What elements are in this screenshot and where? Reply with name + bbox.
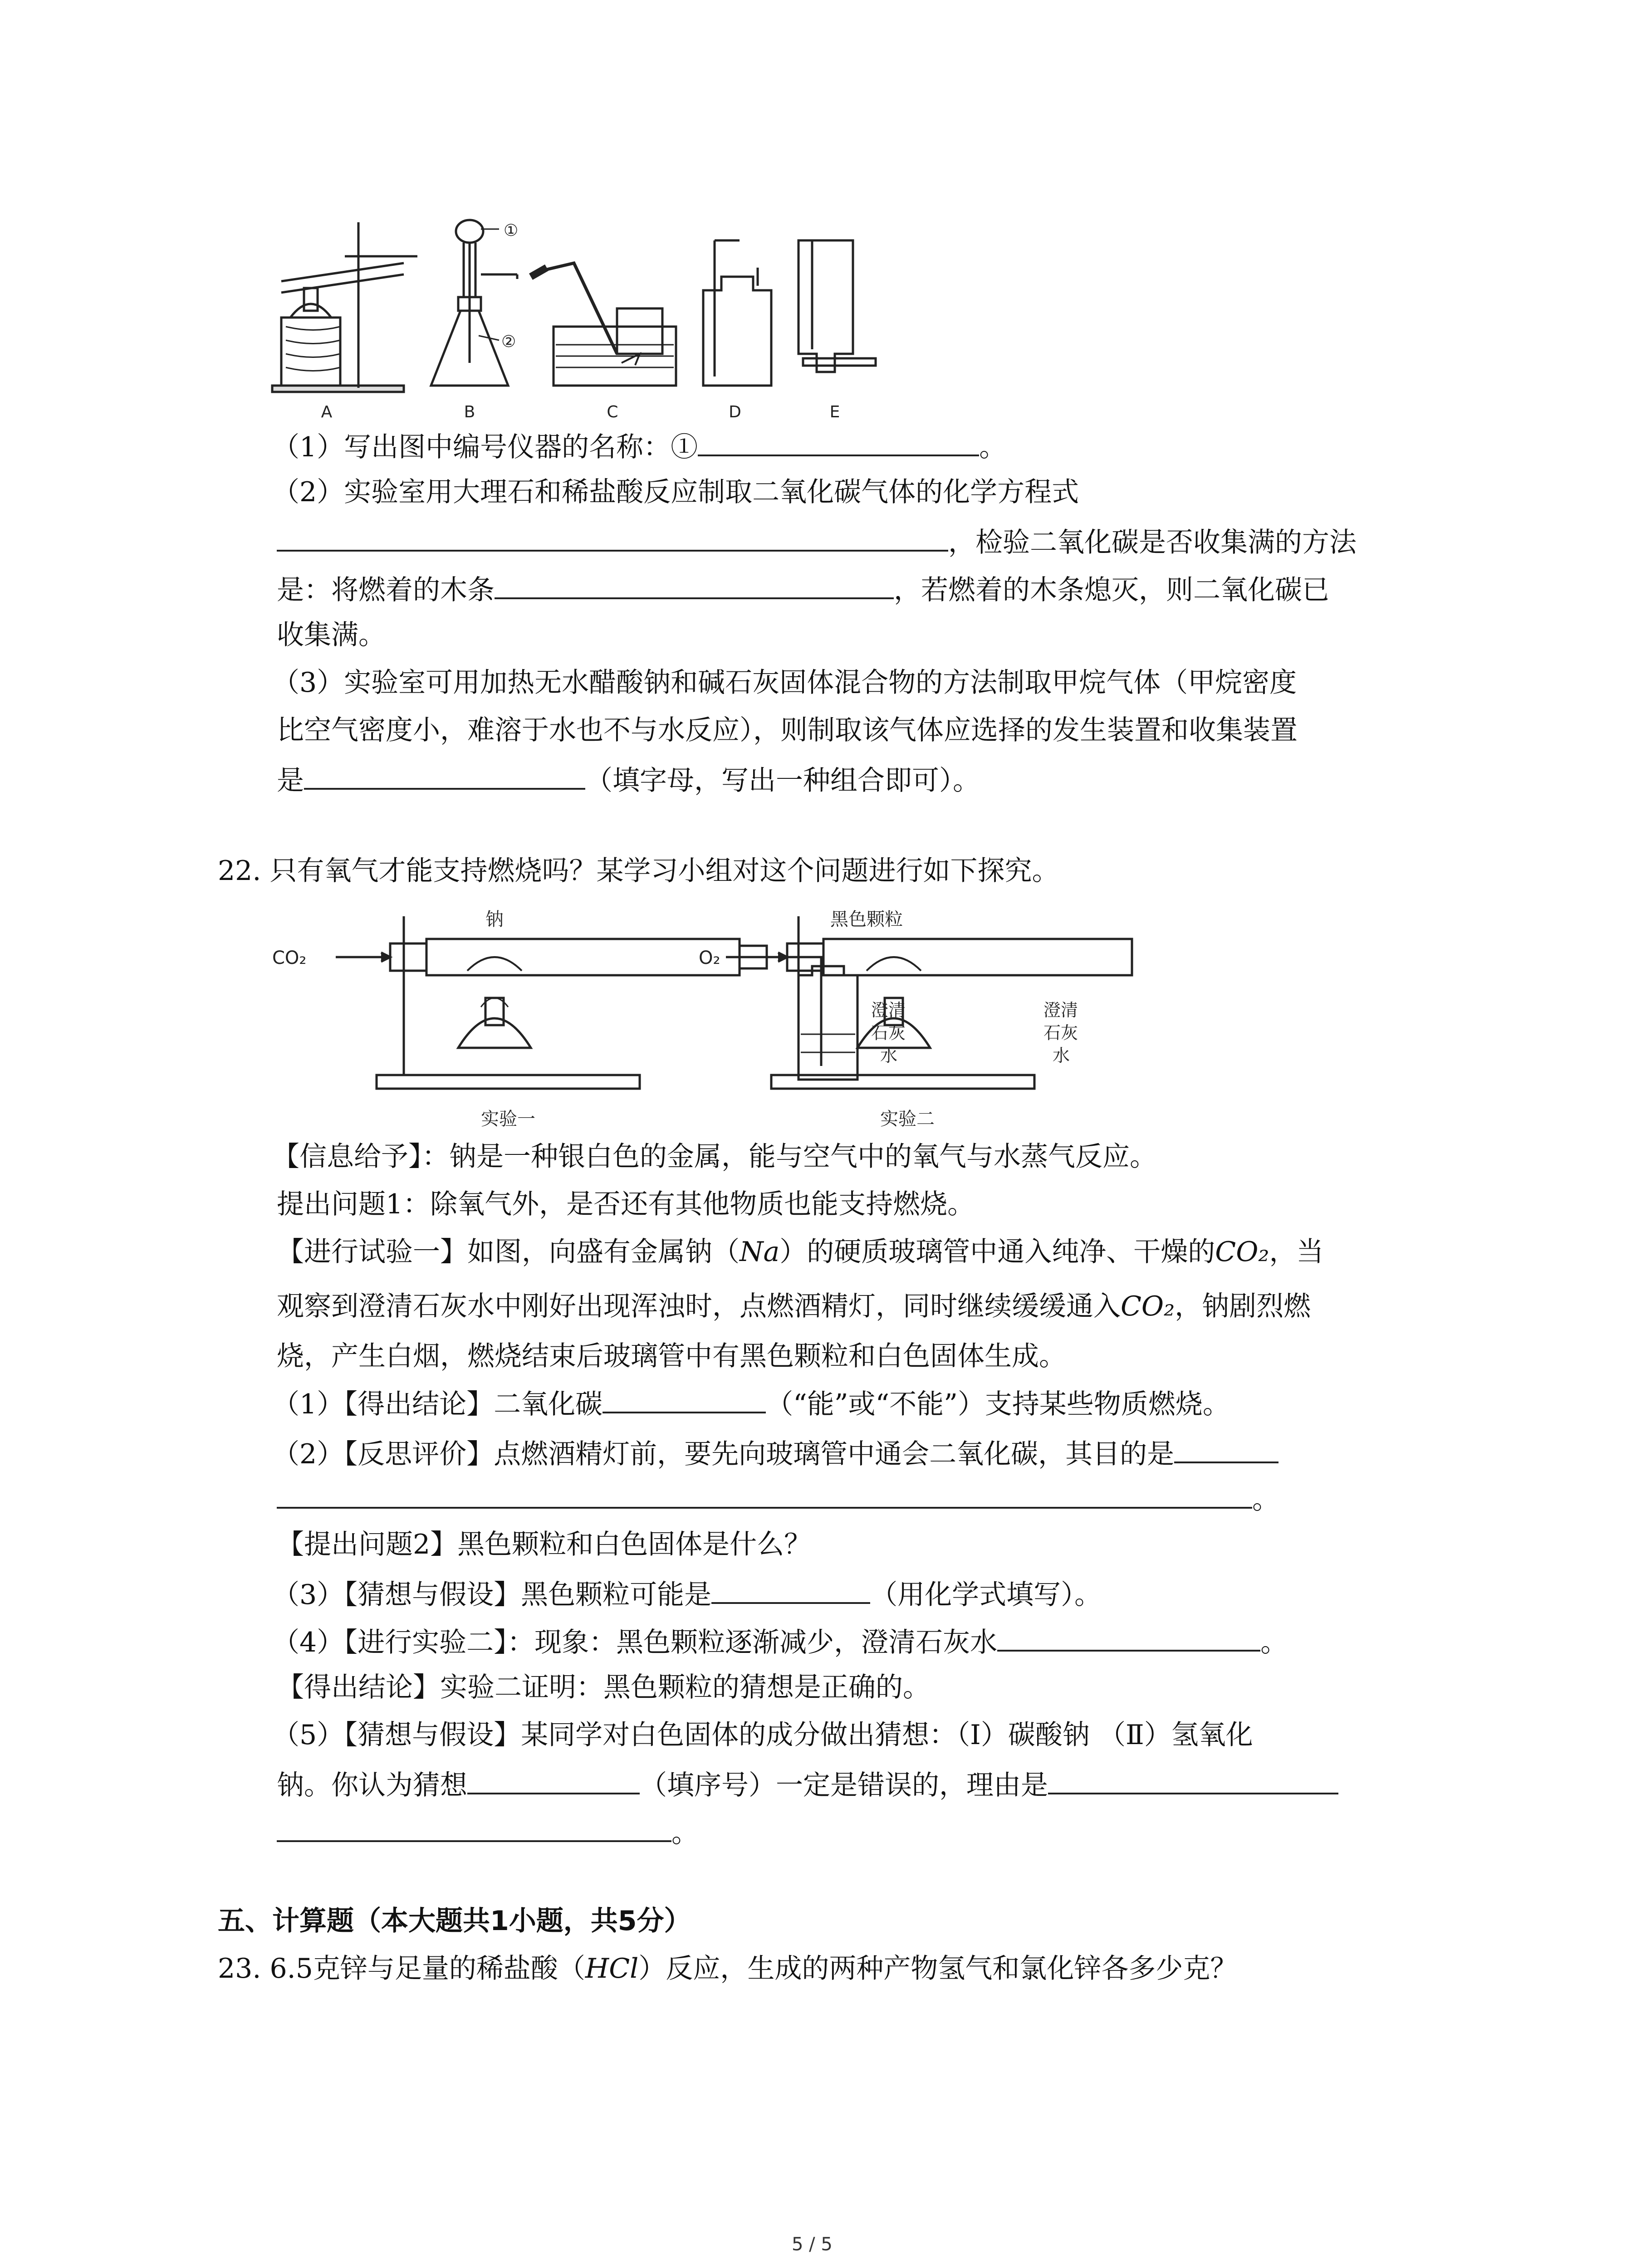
exp2-limewater-2: 石灰 — [1043, 1023, 1078, 1043]
exp1-caption: 实验一 — [481, 1109, 535, 1129]
blank-instrument-1[interactable] — [698, 426, 979, 456]
blank-limewater-change[interactable] — [997, 1622, 1260, 1652]
apparatus-b — [431, 220, 517, 386]
q22-s2-line2: 。 — [277, 1479, 1279, 1518]
blank-reason-a[interactable] — [1048, 1765, 1338, 1794]
label-b: B — [464, 403, 475, 421]
q23: 23. 6.5克锌与足量的稀盐酸（HCl）反应，生成的两种产物氢气和氯化锌各多少克？ — [218, 1953, 1238, 1984]
label-c: C — [607, 403, 618, 421]
blank-purpose-a[interactable] — [1174, 1433, 1279, 1463]
q21-p1: （1）写出图中编号仪器的名称：① 。 — [272, 426, 1006, 465]
label-a: A — [321, 403, 333, 421]
q22-exp1-line3: 烧，产生白烟，燃烧结束后玻璃管中有黑色颗粒和白色固体生成。 — [277, 1340, 1066, 1372]
q21-p2-line3: 是：将燃着的木条 ，若燃着的木条熄灭，则二氧化碳已 — [277, 569, 1329, 608]
apparatus-d — [703, 240, 771, 386]
q22-info: 【信息给予】：钠是一种银白色的金属，能与空气中的氧气与水蒸气反应。 — [272, 1141, 1157, 1173]
exp2-limewater-3: 水 — [1053, 1046, 1070, 1066]
q22-exp1-line1: 【进行试验一】如图，向盛有金属钠（Na）的硬质玻璃管中通入纯净、干燥的CO₂，当 — [277, 1236, 1324, 1268]
q21-p2-line4: 收集满。 — [277, 619, 386, 651]
q21-p3-line2: 比空气密度小，难溶于水也不与水反应），则制取该气体应选择的发生装置和收集装置 — [277, 714, 1298, 746]
apparatus-c — [531, 263, 676, 386]
blank-reason-b[interactable] — [277, 1812, 671, 1842]
exp1-gas-label: CO₂ — [272, 948, 307, 968]
exp1-limewater-1: 澄清 — [871, 1000, 906, 1020]
experiment-1-apparatus — [336, 916, 857, 1089]
q21-p3-line1: （3）实验室可用加热无水醋酸钠和碱石灰固体混合物的方法制取甲烷气体（甲烷密度 — [272, 667, 1297, 699]
q22-s5-line1: （5）【猜想与假设】某同学对白色固体的成分做出猜想：（Ⅰ）碳酸钠 （Ⅱ）氢氧化 — [272, 1719, 1253, 1751]
q21-p2-line2: ，检验二氧化碳是否收集满的方法 — [277, 522, 1357, 561]
marker-1: ① — [504, 221, 519, 240]
marker-2: ② — [501, 332, 516, 351]
exp2-particle-label: 黑色颗粒 — [830, 909, 903, 930]
q22-conclusion: 【得出结论】实验二证明：黑色颗粒的猜想是正确的。 — [277, 1672, 930, 1703]
q22-question-1: 提出问题1：除氧气外，是否还有其他物质也能支持燃烧。 — [277, 1188, 975, 1220]
exp1-na-label: 钠 — [485, 909, 504, 930]
q22-s5-line3: 。 — [277, 1812, 699, 1851]
q22-s3: （3）【猜想与假设】黑色颗粒可能是 （用化学式填写）。 — [272, 1574, 1102, 1613]
blank-equation[interactable] — [277, 522, 948, 552]
q22-s4: （4）【进行实验二】：现象：黑色颗粒逐渐减少，澄清石灰水 。 — [272, 1622, 1288, 1661]
q22-s1: （1）【得出结论】二氧化碳 （“能”或“不能”）支持某些物质燃烧。 — [272, 1383, 1230, 1422]
blank-black-particle[interactable] — [711, 1574, 870, 1604]
q22-exp1-line2: 观察到澄清石灰水中刚好出现浑浊时，点燃酒精灯，同时继续缓缓通入CO₂，钠剧烈燃 — [277, 1290, 1311, 1322]
experiment-figure-2 — [272, 903, 1180, 1134]
apparatus-a — [272, 222, 417, 392]
blank-purpose-b[interactable] — [277, 1479, 1252, 1509]
section-5-title: 五、计算题（本大题共1小题，共5分） — [218, 1905, 691, 1937]
q22-s5-line2: 钠。你认为猜想 （填序号）一定是错误的，理由是 — [277, 1765, 1338, 1804]
q22-question-2: 【提出问题2】黑色颗粒和白色固体是什么？ — [277, 1529, 812, 1560]
page-number: 5 / 5 — [792, 2234, 833, 2255]
q21-p2-line1: （2）实验室用大理石和稀盐酸反应制取二氧化碳气体的化学方程式 — [272, 476, 1079, 508]
exp2-gas-label: O₂ — [699, 948, 720, 968]
blank-can-support[interactable] — [603, 1383, 766, 1413]
q22-s2: （2）【反思评价】点燃酒精灯前，要先向玻璃管中通会二氧化碳，其目的是 — [272, 1433, 1279, 1472]
label-d: D — [729, 403, 741, 421]
apparatus-e — [798, 240, 876, 372]
blank-guess-number[interactable] — [467, 1765, 640, 1794]
exp1-limewater-3: 水 — [880, 1046, 898, 1066]
blank-check-method[interactable] — [495, 569, 894, 599]
label-e: E — [829, 403, 840, 421]
q21-p3-line3: 是 （填字母，写出一种组合即可）。 — [277, 760, 980, 799]
blank-apparatus-choice[interactable] — [304, 760, 585, 790]
exp2-caption: 实验二 — [880, 1109, 935, 1129]
exp1-limewater-2: 石灰 — [871, 1023, 906, 1043]
exp2-limewater-1: 澄清 — [1043, 1000, 1078, 1020]
q22-stem: 22. 只有氧气才能支持燃烧吗？某学习小组对这个问题进行如下探究。 — [218, 855, 1059, 887]
apparatus-figure-1 — [254, 213, 1152, 426]
